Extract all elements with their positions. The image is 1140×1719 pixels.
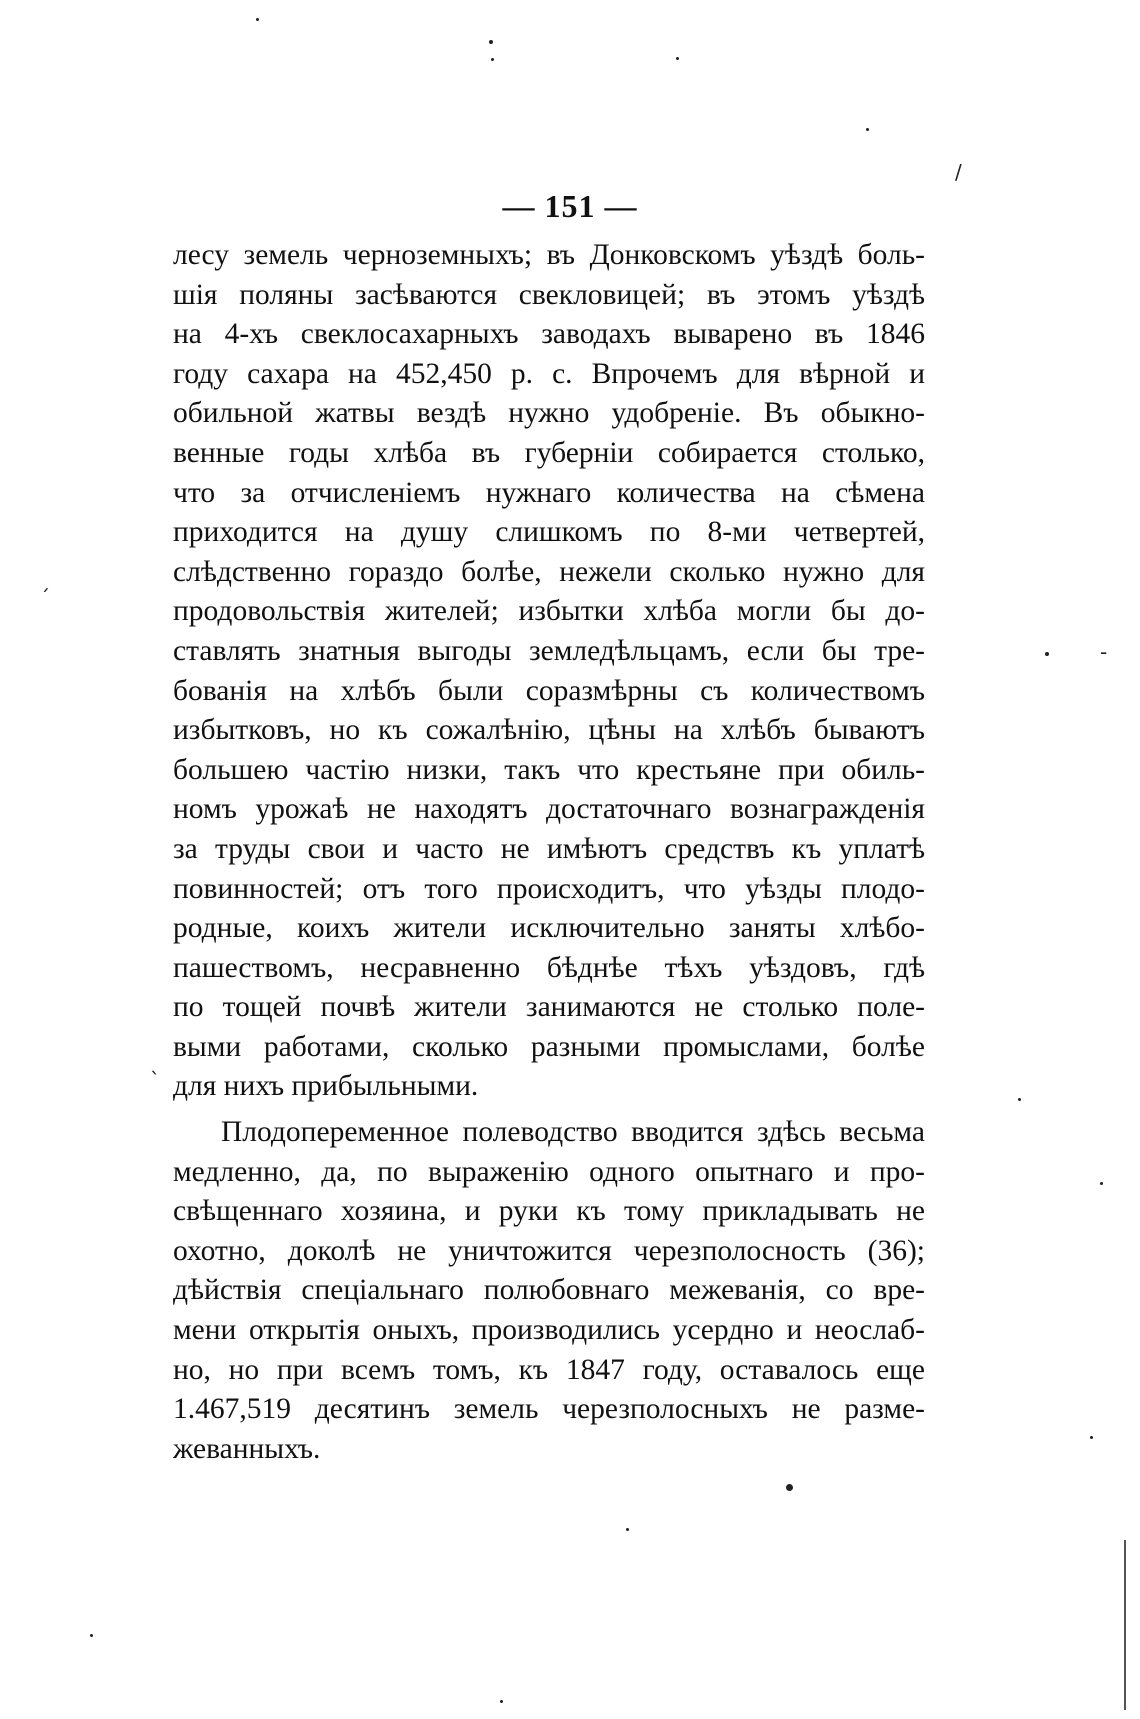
body-text (173, 236, 925, 1469)
margin-mark: ˏ (40, 568, 50, 592)
text-line: повинностей; отъ того происходитъ, что уѣзды плодо- (173, 872, 925, 905)
text-line: венные годы хлѣба въ губерніи собирается столько, (173, 436, 925, 469)
text-line: ставлять знатныя выгоды земледѣльцамъ, если бы тре- (173, 634, 925, 667)
scan-speck (626, 1528, 629, 1531)
scan-speck (500, 1700, 503, 1703)
scan-speck (1090, 1436, 1093, 1439)
text-line: родные, коихъ жители исключительно заняты хлѣбо- (173, 912, 925, 945)
text-line: обильной жатвы вездѣ нужно удобреніе. Въ обыкно- (173, 397, 925, 430)
text-line: пашествомъ, несравненно бѣднѣе тѣхъ уѣздовъ, гдѣ (173, 951, 925, 984)
text-line: свѣщеннаго хозяина, и руки къ тому прикладывать не (173, 1195, 925, 1228)
text-line: на 4-хъ свеклосахарныхъ заводахъ выварено въ 1846 (173, 318, 925, 351)
text-line: большею частію низки, такъ что крестьяне при обиль- (173, 753, 925, 786)
text-line: дѣйствія спеціальнаго полюбовнаго межеванія, со вре- (173, 1274, 925, 1307)
text-line: для нихъ прибыльными. (173, 1070, 479, 1103)
scan-speck (866, 128, 869, 131)
paragraph-1 (173, 236, 925, 1107)
page-edge-line (1124, 1540, 1126, 1710)
text-line: слѣдственно гораздо болѣе, нежели сколько нужно для (173, 555, 925, 588)
text-line: году сахара на 452,450 р. с. Впрочемъ для вѣрной и (173, 357, 925, 390)
scan-speck (1018, 1098, 1021, 1101)
text-line: выми работами, сколько разными промыслами, болѣе (173, 1030, 925, 1063)
text-line: приходится на душу слишкомъ по 8-ми четвертей, (173, 516, 925, 549)
margin-mark: / (955, 160, 962, 184)
text-line: мени открытія оныхъ, производились усердно и неослаб- (173, 1314, 925, 1347)
text-line: охотно, доколѣ не уничтожится черезполосность (36); (173, 1234, 925, 1267)
scan-speck (786, 1484, 793, 1491)
text-line: медленно, да, по выраженію одного опытнаго и про- (173, 1155, 925, 1188)
text-line: избытковъ, но къ сожалѣнію, цѣны на хлѣбъ бываютъ (173, 714, 925, 747)
text-line: за труды свои и часто не имѣютъ средствъ къ уплатѣ (173, 832, 925, 865)
text-line: жеванныхъ. (173, 1432, 321, 1465)
text-line: лесу земель черноземныхъ; въ Донковскомъ уѣздѣ боль- (173, 239, 925, 271)
text-line: Плодопеременное полеводство вводится здѣсь весьма (221, 1116, 925, 1149)
margin-mark: - (1100, 640, 1108, 664)
scan-speck (1100, 1182, 1103, 1185)
text-line: что за отчисленіемъ нужнаго количества на сѣмена (173, 476, 925, 509)
margin-mark: ˋ (150, 1068, 160, 1092)
text-line: номъ урожаѣ не находятъ достаточнаго вознагражденія (173, 793, 925, 826)
scan-speck (256, 18, 259, 21)
text-line: по тощей почвѣ жители занимаются не столько поле- (173, 991, 925, 1024)
text-line: шія поляны засѣваются свекловицей; въ этомъ уѣздѣ (173, 278, 925, 311)
page-number: — 151 — (502, 188, 638, 224)
scan-speck (90, 1634, 93, 1637)
scan-speck (1045, 652, 1049, 656)
scan-speck (489, 40, 493, 44)
text-line: но, но при всемъ томъ, къ 1847 году, оставалось еще (173, 1353, 925, 1386)
text-line: продовольствія жителей; избытки хлѣба могли бы до- (173, 595, 925, 628)
scan-speck (491, 58, 494, 61)
text-line: бованія на хлѣбъ были соразмѣрны съ количествомъ (173, 674, 925, 707)
scan-speck (676, 57, 679, 60)
text-line: 1.467,519 десятинъ земель черезполосныхъ не разме- (173, 1393, 925, 1426)
paragraph-2 (173, 1113, 925, 1469)
